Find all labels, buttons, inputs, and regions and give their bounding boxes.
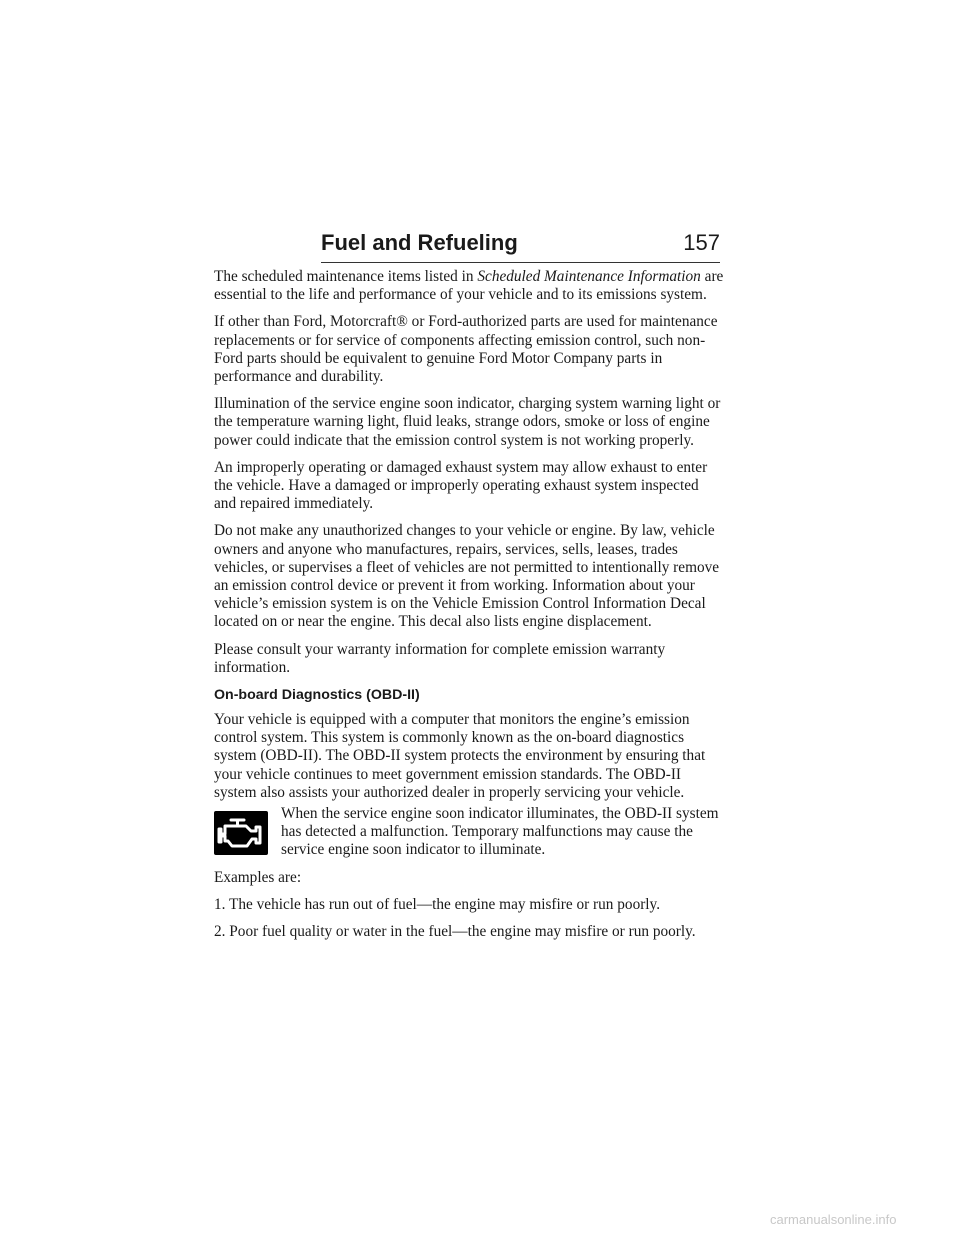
service-engine-soon-icon xyxy=(214,811,268,855)
paragraph-maintenance: The scheduled maintenance items listed in Scheduled Maintenance Information are essential to the life and performance of your vehicle and to its emissions system. xyxy=(214,268,724,304)
indicator-block xyxy=(214,805,724,860)
paragraph-indicator: When the service engine soon indicator illuminates, the OBD-II system has detected a malfunction. Temporary malfunctions may cause the service engine soon indicator to illuminate. xyxy=(281,805,719,859)
list-item: 1. The vehicle has run out of fuel—the engine may misfire or run poorly. xyxy=(214,895,661,913)
paragraph-exhaust: An improperly operating or damaged exhaust system may allow exhaust to enter the vehicle. Have a damaged or improperly operating exhaust system inspected and repaired immediately. xyxy=(214,458,708,513)
paragraph-obd-intro: Your vehicle is equipped with a computer that monitors the engine’s emission control system. This system is commonly known as the on-board diagnostics system (OBD-II). The OBD-II system protects the environment by ensuring that your vehicle continues to meet government emission standards. The OBD-II system also assists your authorized dealer in properly servicing your vehicle. xyxy=(214,711,706,801)
paragraph-parts: If other than Ford, Motorcraft® or Ford-authorized parts are used for maintenance replacements or for service of components affecting emission control, such non-Ford parts should be equivalent to genuine Ford Motor Company parts in performance and durability. xyxy=(214,313,718,386)
paragraph-unauthorized-changes: Do not make any unauthorized changes to your vehicle or engine. By law, vehicle owners and anyone who manufactures, repairs, services, sells, leases, trades vehicles, or supervises a fleet of vehicles are not permitted to intentionally remove an emission control device or prevent it from working. Information about your vehicle’s emission system is on the Vehicle Emission Control Information Decal located on or near the engine. This decal also lists engine displacement. xyxy=(214,522,720,631)
paragraph-illumination: Illumination of the service engine soon indicator, charging system warning light or the temperature warning light, fluid leaks, strange odors, smoke or loss of engine power could indicate that the emission control system is not working properly. xyxy=(214,395,721,449)
paragraph-warranty: Please consult your warranty information for complete emission warranty information. xyxy=(214,640,666,676)
list-item: 2. Poor fuel quality or water in the fuel—the engine may misfire or run poorly. xyxy=(214,923,696,941)
page-number: 157 xyxy=(683,230,720,255)
footer-watermark: carmanualsonline.info xyxy=(770,1212,897,1227)
paragraph-examples-intro: Examples are: xyxy=(214,868,302,886)
section-title: Fuel and Refueling xyxy=(321,230,518,255)
page-body xyxy=(214,268,724,950)
page-header xyxy=(321,226,720,263)
scheduled-maintenance-reference: Scheduled Maintenance Information xyxy=(477,268,701,285)
subheading-obd: On-board Diagnostics (OBD-II) xyxy=(214,687,420,704)
